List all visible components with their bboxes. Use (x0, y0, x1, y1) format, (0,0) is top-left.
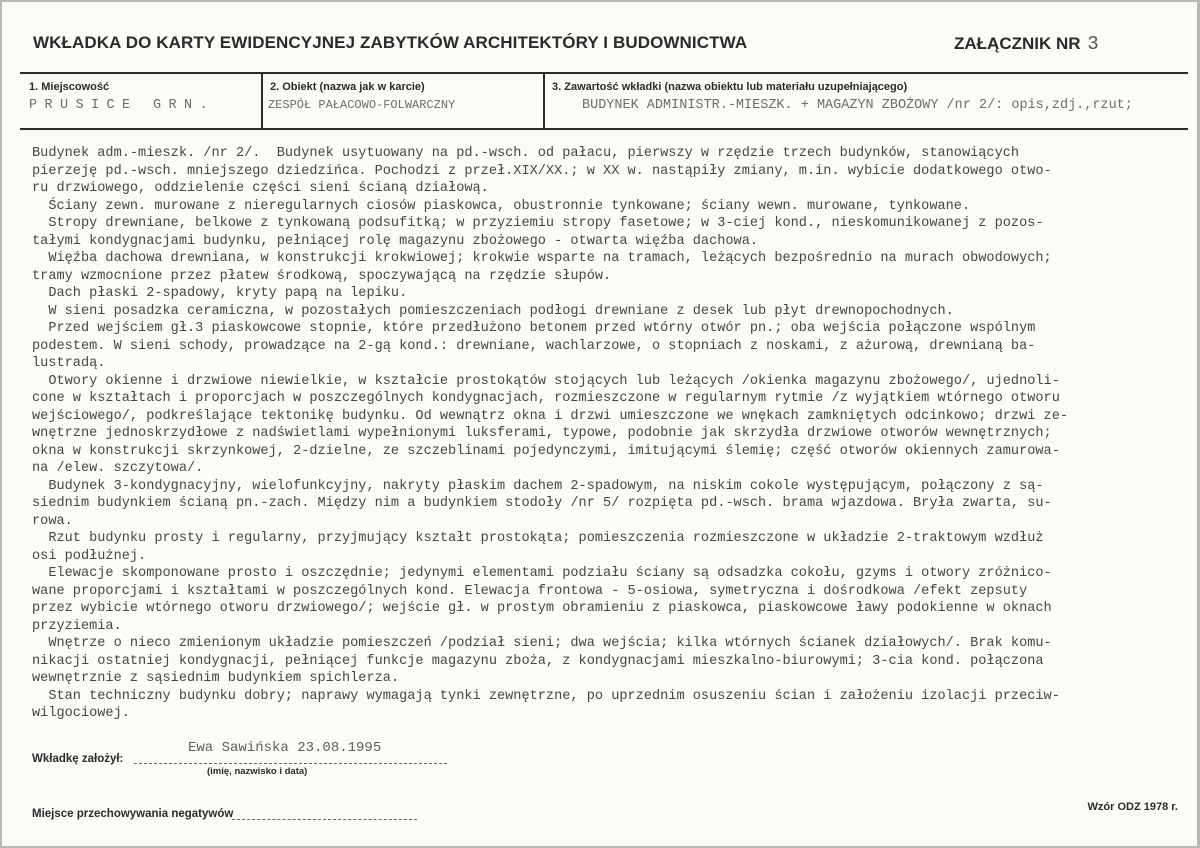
description-line: W sieni posadzka ceramiczna, w pozostałych pomieszczeniach podłogi drewniane z desek lub płyt drewnopochodnych. (32, 303, 954, 319)
description-line: tałymi kondygnacjami budynku, pełniącej rolę magazynu zbożowego - otwarta więźba dachowa. (32, 233, 759, 249)
description-line: Wnętrze o nieco zmienionym układzie pomieszczeń /podział sieni; dwa wejścia; kilka wtórnych ścianek działowych/. Brak komu- (32, 636, 1052, 651)
description-line: pierzeję pd.-wsch. mniejszego dziedzińca. Pochodzi z przeł.XIX/XX.; w XX w. nastąpiły zmiany, m.in. wybicie dodatkowego otwo- (32, 163, 1052, 179)
annex-label-text: ZAŁĄCZNIK NR (954, 34, 1081, 53)
created-by-label: Wkładkę założył: (32, 753, 124, 765)
description-line: wane proporcjami i kształtami w poszczególnych kond. Elewacja frontowa - 5-osiowa, symetryczna i dośrodkowa /efekt zepsuty (32, 583, 1028, 599)
description-line: Budynek 3-kondygnacyjny, wielofunkcyjny, nakryty płaskim dachem 2-spadowym, na niskim cokole występującym, połączony z są- (32, 478, 1044, 494)
created-by-line (134, 763, 447, 764)
field-object-value: ZESPÓŁ PAŁACOWO-FOLWARCZNY (268, 98, 456, 112)
field-object-label: 2. Obiekt (nazwa jak w karcie) (270, 81, 425, 93)
negatives-line (232, 819, 417, 820)
created-by-row (32, 740, 452, 780)
description-line: Rzut budynku prosty i regularny, przyjmujący kształt prostokąta; pomieszczenia rozmieszczone w układzie 2-traktowym wzdłuż (32, 531, 1044, 546)
description-line: Otwory okienne i drzwiowe niewielkie, w kształcie prostokątów stojących lub leżących /okienka magazynu zbożowego/, ujednoli- (32, 373, 1060, 389)
description-line: wejściowego/, podkreślające tektonikę budynku. Od wewnątrz okna i drzwi umieszczone we wnękach zamkniętych odcinkowo; drzwi ze- (32, 408, 1069, 424)
annex-number: 3 (1087, 33, 1099, 55)
description-line: wnętrzne jednoskrzydłowe z nadświetlami wypełnionymi luksferami, typowe, podobnie jak skrzydła drzwiowe otworów wewnętrznych; (32, 426, 1052, 441)
description-line: Ściany zewn. murowane z nieregularnych ciosów piaskowca, obustronnie tynkowane; ściany wewn. murowane, tynkowane. (32, 198, 971, 214)
description-line: lustradą. (32, 356, 106, 371)
description-line: wewnętrznie z sąsiednim budynkiem spichlerza. (32, 671, 400, 686)
negatives-row (32, 806, 432, 826)
field-locality-value: PRUSICE GRN. (29, 98, 216, 113)
description-line: na /elew. szczytowa/. (32, 461, 204, 476)
description-line: nikacji ostatniej kondygnacji, pełniącej funkcje magazynu zboża, z kondygnacjami mieszkalno-biurowymi; 3-cia kond. połączona (32, 653, 1044, 669)
description-line: siednim budynkiem ścianą pn.-zach. Między nim a budynkiem stodoły /nr 5/ rozpięta pd.-wsch. brama wjazdowa. Bryła zwarta, su- (32, 496, 1052, 511)
description-line: osi podłużnej. (32, 548, 147, 564)
description-line: okna w konstrukcji skrzynkowej, 2-dzielne, ze szczeblinami pojedynczymi, imitującymi ślemię; część otworów okiennych zamurowa- (32, 443, 1060, 459)
description-line: Przed wejściem gł.3 piaskowcowe stopnie, które przedłużono betonem przed wtórny otwór pn.; oba wejścia połączone wspólnym (32, 321, 1036, 336)
description-line: tramy wzmocnione przez płatew środkową, spoczywającą na rzędzie słupów. (32, 268, 612, 284)
created-by-value: Ewa Sawińska 23.08.1995 (188, 740, 382, 756)
description-line: przez wybicie wtórnego otworu drzwiowego/; wejście gł. w prostym obramieniu z piaskowca, piaskowcowe ławy podokienne w oknach (32, 601, 1052, 616)
field-object (261, 74, 543, 128)
description-text (32, 145, 1187, 723)
form-identifier: Wzór ODZ 1978 r. (1087, 801, 1178, 813)
description-line: cone w kształtach i proporcjach w poszczególnych kondygnacjach, rozmieszczone w regularnym rytmie /z wyjątkiem wtórnego otworu (32, 391, 1060, 406)
description-line: rowa. (32, 513, 73, 529)
description-line: wilgociowej. (32, 706, 130, 721)
field-locality-label: 1. Miejscowość (29, 81, 110, 93)
created-by-caption: (imię, nazwisko i data) (207, 766, 308, 777)
negatives-label: Miejsce przechowywania negatywów (32, 808, 234, 820)
form-title: WKŁADKA DO KARTY EWIDENCYJNEJ ZABYTKÓW ARCHITEKTÓRY I BUDOWNICTWA (33, 33, 748, 52)
description-line: Więźba dachowa drewniana, w konstrukcji krokwiowej; krokwie wsparte na tramach, leżących bezpośrednio na murach obwodowych; (32, 251, 1052, 266)
description-line: Elewacje skomponowane prosto i oszczędnie; jedynymi elementami podziału ściany są odsadzka cokołu, gzyms i otwory zróżnico- (32, 566, 1052, 581)
description-line: Dach płaski 2-spadowy, kryty papą na lepiku. (32, 286, 408, 301)
description-line: przyziemia. (32, 618, 122, 634)
field-contents-value: BUDYNEK ADMINISTR.-MIESZK. + MAGAZYN ZBOŻOWY /nr 2/: opis,zdj.,rzut; (582, 98, 1133, 113)
header-fields-row (20, 72, 1188, 130)
annex-label (954, 33, 1099, 55)
description-line: podestem. W sieni schody, prowadzące na 2-gą kond.: drewniane, wachlarzowe, o stopniach z noskami, z ażurową, drewnianą ba- (32, 338, 1036, 354)
description-line: Stropy drewniane, belkowe z tynkowaną podsufitką; w przyziemiu stropy fasetowe; w 3-ciej kond., nieskomunikowanej z pozos- (32, 216, 1044, 231)
field-locality (20, 74, 261, 128)
field-contents (543, 74, 1188, 128)
description-line: ru drzwiowego, oddzielenie części sieni ścianą działową. (32, 181, 489, 196)
description-line: Budynek adm.-mieszk. /nr 2/. Budynek usytuowany na pd.-wsch. od pałacu, pierwszy w rzędzie trzech budynków, stanowiących (32, 146, 1020, 161)
field-contents-label: 3. Zawartość wkładki (nazwa obiektu lub materiału uzupełniającego) (552, 81, 908, 93)
description-line: Stan techniczny budynku dobry; naprawy wymagają tynki zewnętrzne, po uprzednim osuszeniu ścian i założeniu izolacji przeciw- (32, 688, 1060, 704)
